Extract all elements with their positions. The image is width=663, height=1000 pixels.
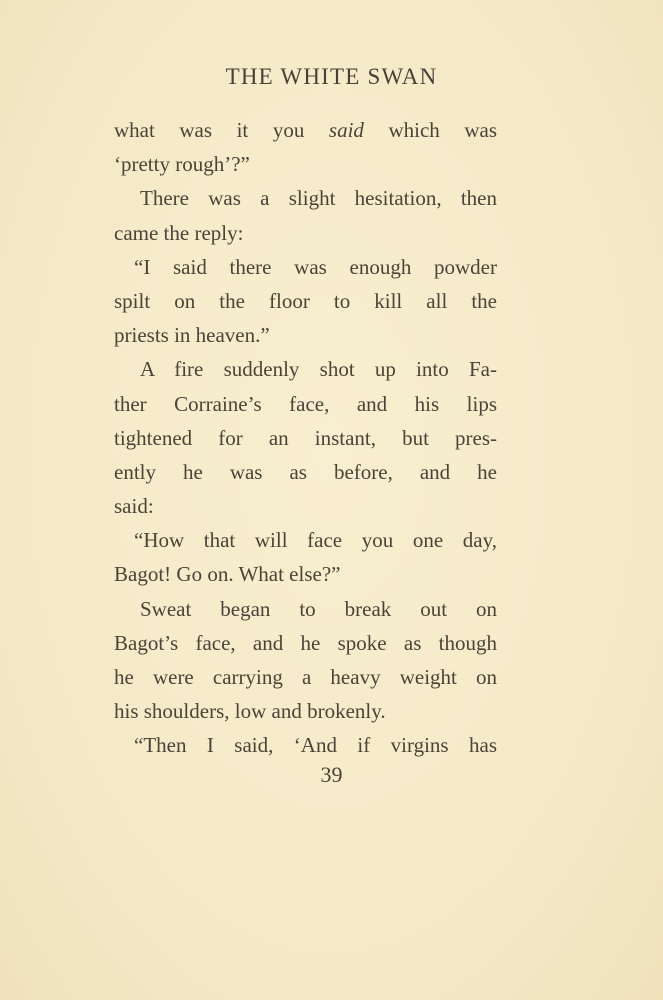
text-line: “I said there was enough powder <box>134 254 497 279</box>
running-head: THE WHITE SWAN <box>225 64 438 89</box>
text-line: Bagot! Go on. What else?” <box>114 562 341 587</box>
text-line: priests in heaven.” <box>114 323 270 348</box>
text-line: Bagot’s face, and he spoke as though <box>114 630 497 655</box>
text-line: ther Corraine’s face, and his lips <box>114 391 497 416</box>
text-line: There was a slight hesitation, then <box>140 186 497 211</box>
text-line: what was it you said which was <box>114 118 498 142</box>
text-line: he were carrying a heavy weight on <box>114 665 497 689</box>
text-line: “How that will face you one day, <box>134 528 497 553</box>
text-line: ently he was as before, and he <box>114 459 497 484</box>
text-line: came the reply: <box>114 220 244 245</box>
text-line: “Then I said, ‘And if virgins has <box>134 733 497 758</box>
text-line: tightened for an instant, but pres- <box>114 425 497 450</box>
text-line: said: <box>114 494 154 519</box>
text-line: his shoulders, low and brokenly. <box>114 699 386 724</box>
text-line: spilt on the floor to kill all the <box>114 288 497 313</box>
text-line: ‘pretty rough’?” <box>114 152 250 177</box>
body-text <box>114 113 497 763</box>
page-number: 39 <box>320 762 343 787</box>
text-line: A fire suddenly shot up into Fa- <box>140 357 497 382</box>
text-line: Sweat began to break out on <box>140 596 497 621</box>
